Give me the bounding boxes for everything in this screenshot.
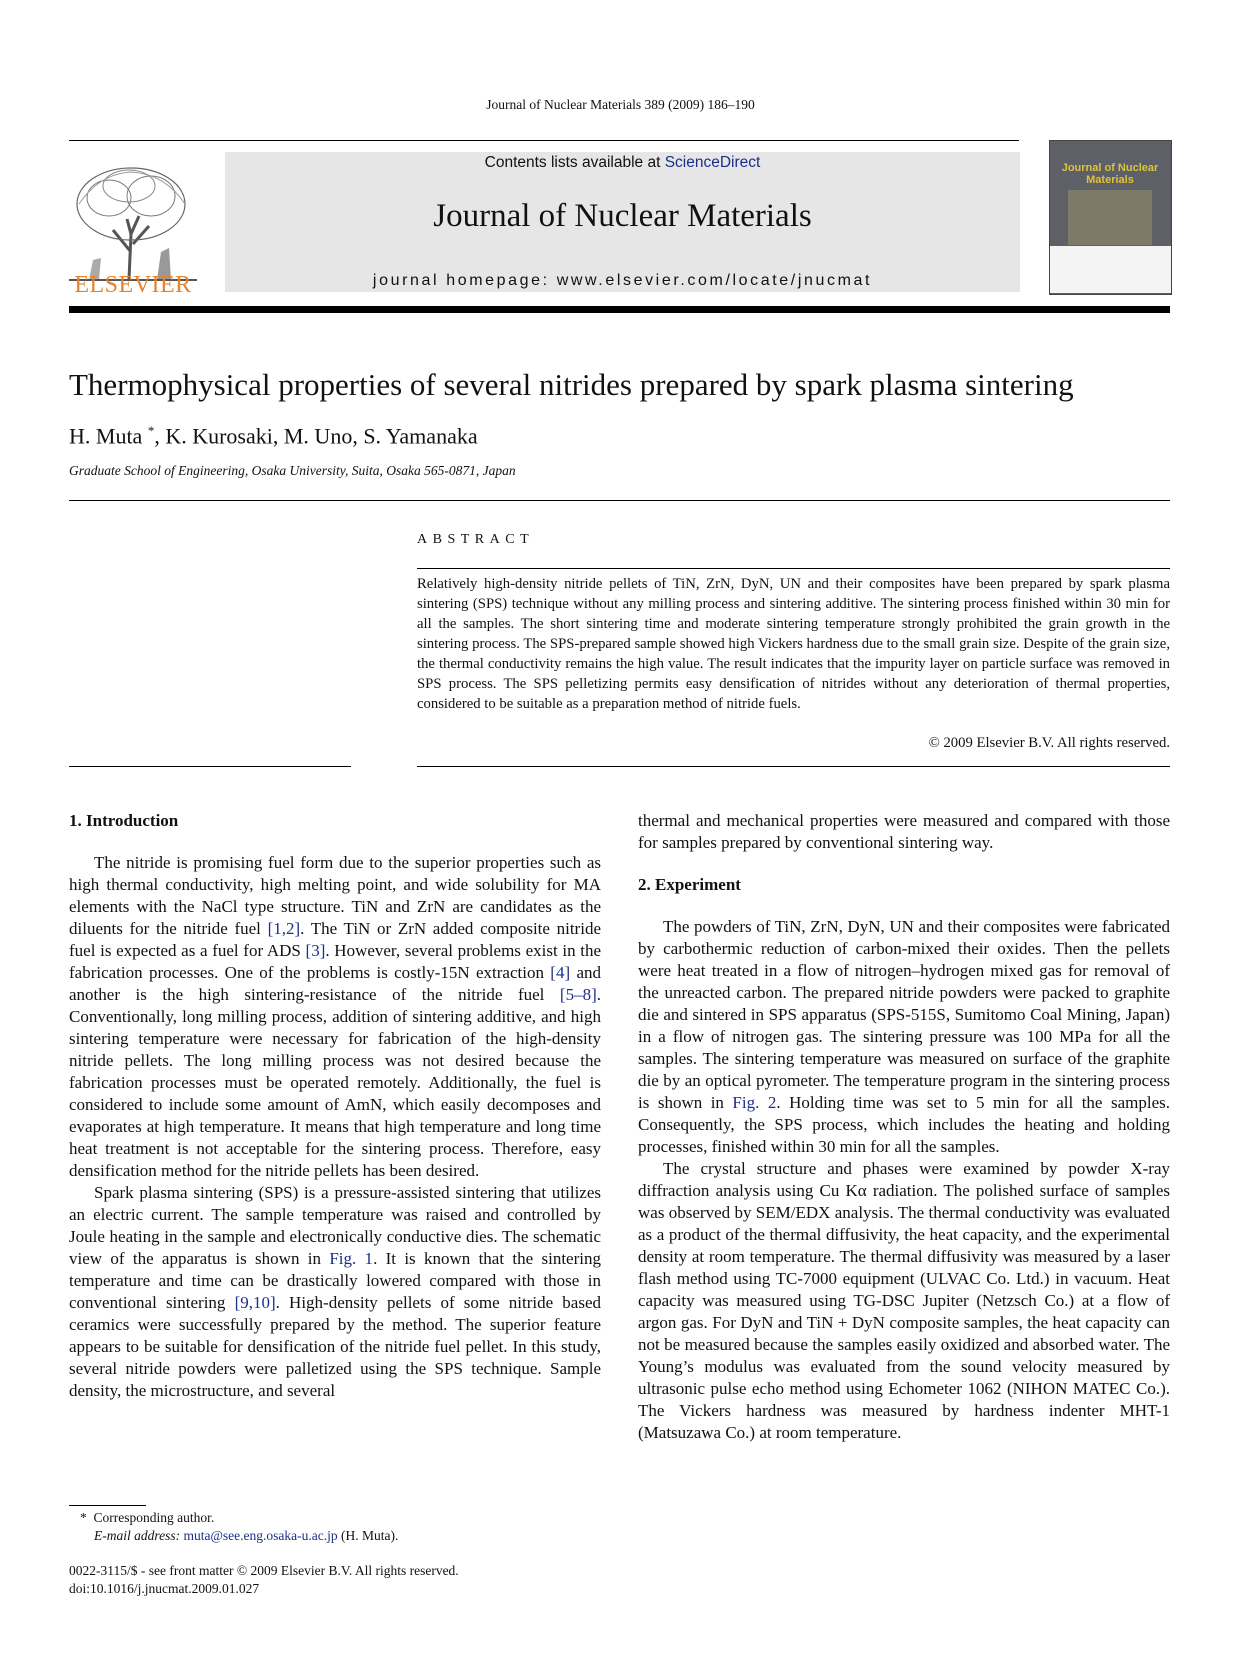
journal-title: Journal of Nuclear Materials [433, 198, 812, 234]
journal-homepage: journal homepage: www.elsevier.com/locate/jnucmat [372, 272, 873, 289]
intro-paragraph-1: The nitride is promising fuel form due to the superior properties such as high thermal conductivity, high melting point, and wide solubility for MA elements with the NaCl type structure. TiN and ZrN are candidates as the diluents for the nitride fuel [1,2]. The TiN or ZrN added composite nitride fuel is expected as a fuel for ADS [3]. However, several problems exist in the fabrication processes. One of the problems is costly-15N extraction [4] and another is the high sintering-resistance of the nitride fuel [5–8]. Conventionally, long milling process, addition of sintering additive, and high sintering temperature were necessary for fabrication of the high-density nitride pellets. The long milling process was not desired because the fabrication processes must be operated remotely. Additionally, the fuel is considered to include some amount of AmN, which easily decomposes and evaporates at high temperature. It means that high temperature and long time heat treatment is not acceptable for the sintering process. Therefore, easy densification method for the nitride pellets has been desired. [69, 853, 602, 1180]
paper-title: Thermophysical properties of several nitrides prepared by spark plasma sintering [69, 367, 1074, 402]
header-thick-rule [69, 306, 1170, 313]
intro-paragraph-2: Spark plasma sintering (SPS) is a pressure-assisted sintering that utilizes an electric current. The sample temperature was raised and controlled by Joule heating in the sample and electronically conductive dies. The schematic view of the apparatus is shown in Fig. 1. It is known that the sintering temperature and time can be drastically lowered compared with those in conventional sintering [9,10]. High-density pellets of some nitride based ceramics were successfully prepared by the method. The superior feature appears to be suitable for densification of the nitride fuel pellet. In this study, several nitride powders were palletized using the SPS technique. Sample density, the microstructure, and several [69, 1183, 601, 1400]
citation-link[interactable]: [4] [550, 963, 571, 982]
first-author: H. Muta [69, 423, 143, 449]
citation-link[interactable]: [3] [305, 941, 326, 960]
corresponding-mark: * [147, 423, 155, 438]
footnote-rule [69, 1505, 146, 1506]
abstract-rule [417, 568, 1170, 569]
cover-lower-panel [1050, 246, 1171, 293]
elsevier-wordmark: ELSEVIER [74, 272, 192, 298]
experiment-paragraph-1: The powders of TiN, ZrN, DyN, UN and their composites were fabricated by carbothermic reduction of carbon-mixed their oxides. Then the pellets were heat treated in a flow of nitrogen–hydrogen mixed gas for removal of the unreacted carbon. The prepared nitride powders were packed to graphite die and sintered in SPS apparatus (SPS-515S, Sumitomo Coal Mining, Japan) in a flow of nitrogen gas. The sintering pressure was 100 MPa for all the samples. The sintering temperature was measured on surface of the graphite die by an optical pyrometer. The temperature program in the sintering process is shown in Fig. 2. Holding time was set to 5 min for all the samples. Consequently, the SPS process, which includes the heating and holding processes, finished within 30 min for all the samples. [638, 917, 1170, 1156]
citation-link[interactable]: [9,10] [234, 1293, 276, 1312]
abstract-copyright: © 2009 Elsevier B.V. All rights reserved. [928, 735, 1170, 751]
affiliation: Graduate School of Engineering, Osaka University, Suita, Osaka 565-0871, Japan [69, 463, 516, 478]
citation-link[interactable]: [1,2] [267, 919, 301, 938]
left-divider [69, 766, 351, 767]
intro-continuation: thermal and mechanical properties were measured and compared with those for samples prepared by conventional sintering way. [638, 811, 1170, 852]
issn-line: 0022-3115/$ - see front matter © 2009 Elsevier B.V. All rights reserved. [69, 1563, 459, 1578]
bottom-metadata [69, 1562, 589, 1598]
email-link[interactable]: muta@see.eng.osaka-u.ac.jp [183, 1528, 338, 1543]
citation-link[interactable]: [5–8] [559, 985, 597, 1004]
email-label: E-mail address: [94, 1528, 181, 1543]
abstract-heading: ABSTRACT [417, 532, 535, 547]
contents-prefix: Contents lists available at [484, 154, 665, 171]
left-column [69, 810, 601, 1402]
email-note: E-mail address: muta@see.eng.osaka-u.ac.jp (H. Muta). [94, 1528, 399, 1543]
section-heading-experiment: 2. Experiment [638, 875, 741, 894]
contents-line [225, 154, 1020, 172]
footnote [69, 1509, 589, 1545]
top-divider [69, 140, 1019, 141]
abstract-text: Relatively high-density nitride pellets of TiN, ZrN, DyN, UN and their composites have been prepared by spark plasma sintering (SPS) technique without any milling process and sintering additive. The sintering process finished within 30 min for all the samples. The short sintering time and moderate sintering temperature strongly prohibited the grain growth in the sintering process. The SPS-prepared sample showed high Vickers hardness due to the small grain size. Despite of the grain size, the thermal conductivity remains the high value. The result indicates that the impurity layer on particle surface was removed in SPS process. The SPS pelletizing permits easy densification of nitrides without any deterioration of thermal properties, considered to be suitable as a preparation method of nitride fuels. [417, 576, 1170, 712]
cover-image [1068, 190, 1152, 245]
cover-title: Journal of Nuclear Materials [1061, 162, 1159, 186]
experiment-paragraph-2: The crystal structure and phases were examined by powder X-ray diffraction analysis using Cu Kα radiation. The polished surface of samples was observed by SEM/EDX analysis. The thermal conductivity was evaluated as a product of the thermal diffusivity, the heat capacity, and the experimental density at room temperature. The thermal diffusivity was measured by a laser flash method using TC-7000 equipment (ULVAC Co. Ltd.) in vacuum. Heat capacity was measured using TG-DSC Jupiter (Netzsch Co.) at a flow of argon gas. For DyN and TiN + DyN composite samples, the heat capacity can not be measured because the samples easily oxidized and absorbed water. The Young’s modulus was evaluated from the sound velocity measured by ultrasonic pulse echo method using Echometer 1062 (NIHON MATEC Co.). The Vickers hardness was measured by hardness indenter MHT-1 (Matsuzawa Co.) at room temperature. [638, 1159, 1170, 1442]
section-heading-introduction: 1. Introduction [69, 811, 179, 830]
footnote-mark: * [80, 1510, 87, 1525]
journal-reference: Journal of Nuclear Materials 389 (2009) 186–190 [486, 97, 755, 112]
figure-link[interactable]: Fig. 2 [732, 1093, 777, 1112]
corresponding-author-note: * Corresponding author. [80, 1510, 215, 1525]
other-authors: , K. Kurosaki, M. Uno, S. Yamanaka [154, 423, 478, 449]
figure-link[interactable]: Fig. 1 [329, 1249, 374, 1268]
doi-line: doi:10.1016/j.jnucmat.2009.01.027 [69, 1581, 260, 1596]
abstract-bottom-rule [417, 766, 1170, 767]
sciencedirect-link[interactable]: ScienceDirect [664, 154, 761, 171]
author-list [69, 423, 478, 449]
right-column [638, 810, 1170, 1444]
title-divider [69, 500, 1170, 501]
